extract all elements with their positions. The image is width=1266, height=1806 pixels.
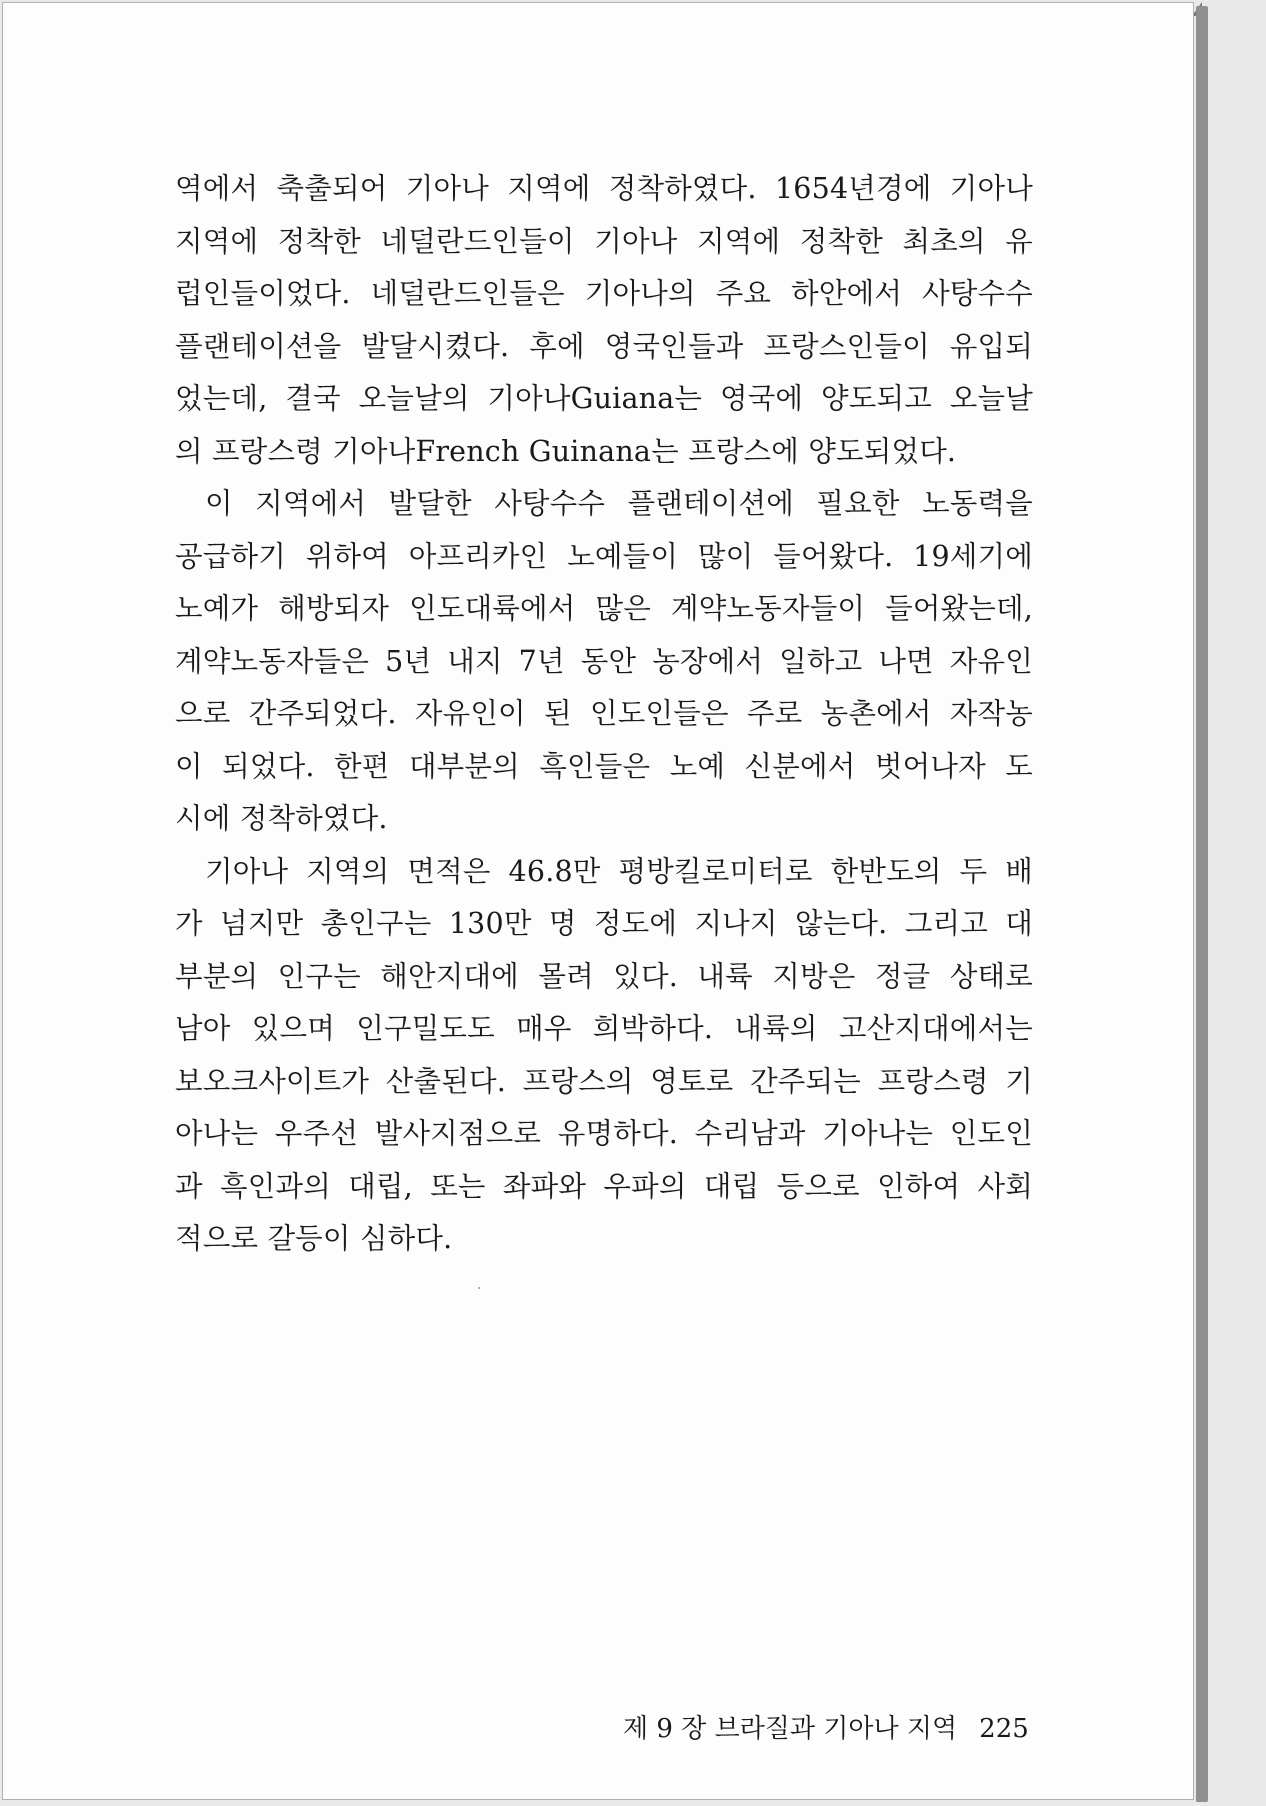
running-footer-chapter: 제 9 장 브라질과 기아나 지역 xyxy=(623,1714,958,1744)
text-line: 럽인들이었다. 네덜란드인들은 기아나의 주요 하안에서 사탕수수 xyxy=(175,277,1033,310)
text-line: 보오크사이트가 산출된다. 프랑스의 영토로 간주되는 프랑스령 기 xyxy=(175,1064,1033,1098)
text-line: 적으로 갈등이 심하다. xyxy=(175,1222,453,1255)
text-line: 역에서 축출되어 기아나 지역에 정착하였다. 1654년경에 기아나 xyxy=(175,172,1033,205)
text-line: 가 넘지만 총인구는 130만 명 정도에 지나지 않는다. 그리고 대 xyxy=(175,907,1033,940)
text-line: 부분의 인구는 해안지대에 몰려 있다. 내륙 지방은 정글 상태로 xyxy=(175,959,1033,993)
text-line: 지역에 정착한 네덜란드인들이 기아나 지역에 정착한 최초의 유 xyxy=(175,224,1033,258)
text-line: 시에 정착하였다. xyxy=(175,802,388,835)
page-number: 225 xyxy=(979,1714,1029,1744)
paragraph-start-line: 이 지역에서 발달한 사탕수수 플랜테이션에 필요한 노동력을 xyxy=(205,487,1033,520)
text-line: 아나는 우주선 발사지점으로 유명하다. 수리남과 기아나는 인도인 xyxy=(175,1117,1033,1150)
text-line: 계약노동자들은 5년 내지 7년 동안 농장에서 일하고 나면 자유인 xyxy=(175,644,1033,678)
text-line: 플랜테이션을 발달시켰다. 후에 영국인들과 프랑스인들이 유입되 xyxy=(175,329,1033,363)
text-line: 었는데, 결국 오늘날의 기아나Guiana는 영국에 양도되고 오늘날 xyxy=(175,382,1033,415)
scan-speck xyxy=(478,1287,480,1289)
text-line: 노예가 해방되자 인도대륙에서 많은 계약노동자들이 들어왔는데, xyxy=(175,592,1033,625)
book-page xyxy=(2,2,1194,1800)
body-text xyxy=(175,163,1033,1266)
text-line: 의 프랑스령 기아나French Guinana는 프랑스에 양도되었다. xyxy=(175,434,957,468)
page-footer xyxy=(623,1713,1029,1745)
text-line: 과 흑인과의 대립, 또는 좌파와 우파의 대립 등으로 인하여 사회 xyxy=(175,1169,1033,1203)
text-line: 공급하기 위하여 아프리카인 노예들이 많이 들어왔다. 19세기에 xyxy=(175,539,1033,573)
page-edge-shadow xyxy=(1196,6,1208,1802)
paragraph-start-line: 기아나 지역의 면적은 46.8만 평방킬로미터로 한반도의 두 배 xyxy=(205,854,1033,888)
text-line: 이 되었다. 한편 대부분의 흑인들은 노예 신분에서 벗어나자 도 xyxy=(175,749,1033,783)
text-line: 남아 있으며 인구밀도도 매우 희박하다. 내륙의 고산지대에서는 xyxy=(175,1012,1033,1045)
text-line: 으로 간주되었다. 자유인이 된 인도인들은 주로 농촌에서 자작농 xyxy=(175,697,1033,730)
